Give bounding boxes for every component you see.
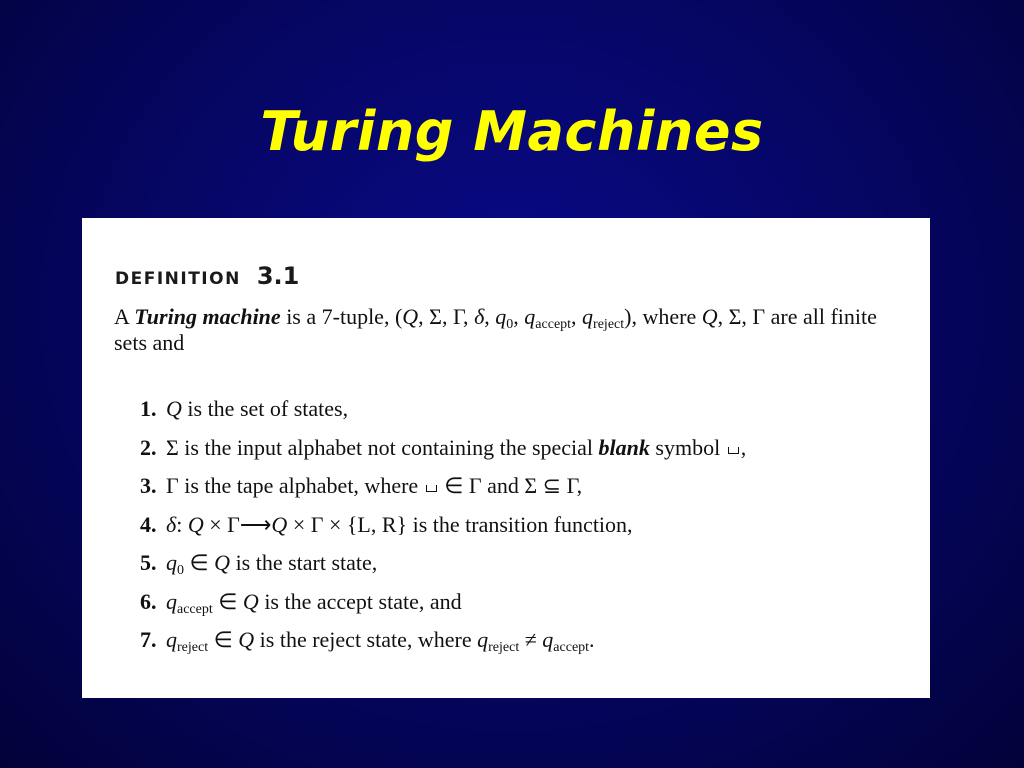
definition-items — [140, 390, 746, 660]
term-turing-machine: Turing machine — [134, 304, 281, 329]
definition-heading — [115, 262, 299, 290]
blank-symbol-icon — [728, 447, 739, 454]
definition-item-accept-state: 6. $q_{accept}$ ∈ Q is the accept state, and — [140, 588, 462, 617]
blank-symbol-icon — [426, 485, 437, 492]
definition-item-transition-function: 4. δ: Q × Γ⟶Q × Γ × {L, R} is the transition function, — [140, 511, 633, 537]
definition-intro: A Turing machine is a 7-tuple, (Q, Σ, Γ, δ, $q_0$, $q_{accept}$, $q_{reject}$), where Q, Σ, Γ are all finite sets and — [114, 304, 877, 355]
definition-panel — [82, 218, 930, 698]
definition-item-input-alphabet: 2. Σ is the input alphabet not containing the special blank symbol , — [140, 434, 747, 460]
definition-number: 3.1 — [256, 262, 300, 290]
definition-item-tape-alphabet: 3. Γ is the tape alphabet, where ∈ Γ and Σ ⊆ Γ, — [140, 473, 583, 498]
slide-title: Turing Machines — [260, 100, 764, 163]
definition-item-reject-state: 7. $q_{reject}$ ∈ Q is the reject state, where $q_{reject} \ne q_{accept}$. — [140, 627, 595, 655]
definition-item-start-state: 5. $q_0$ ∈ Q is the start state, — [140, 550, 378, 578]
definition-item-states: 1. Q is the set of states, — [140, 396, 349, 421]
definition-label: DEFINITION — [115, 269, 241, 289]
